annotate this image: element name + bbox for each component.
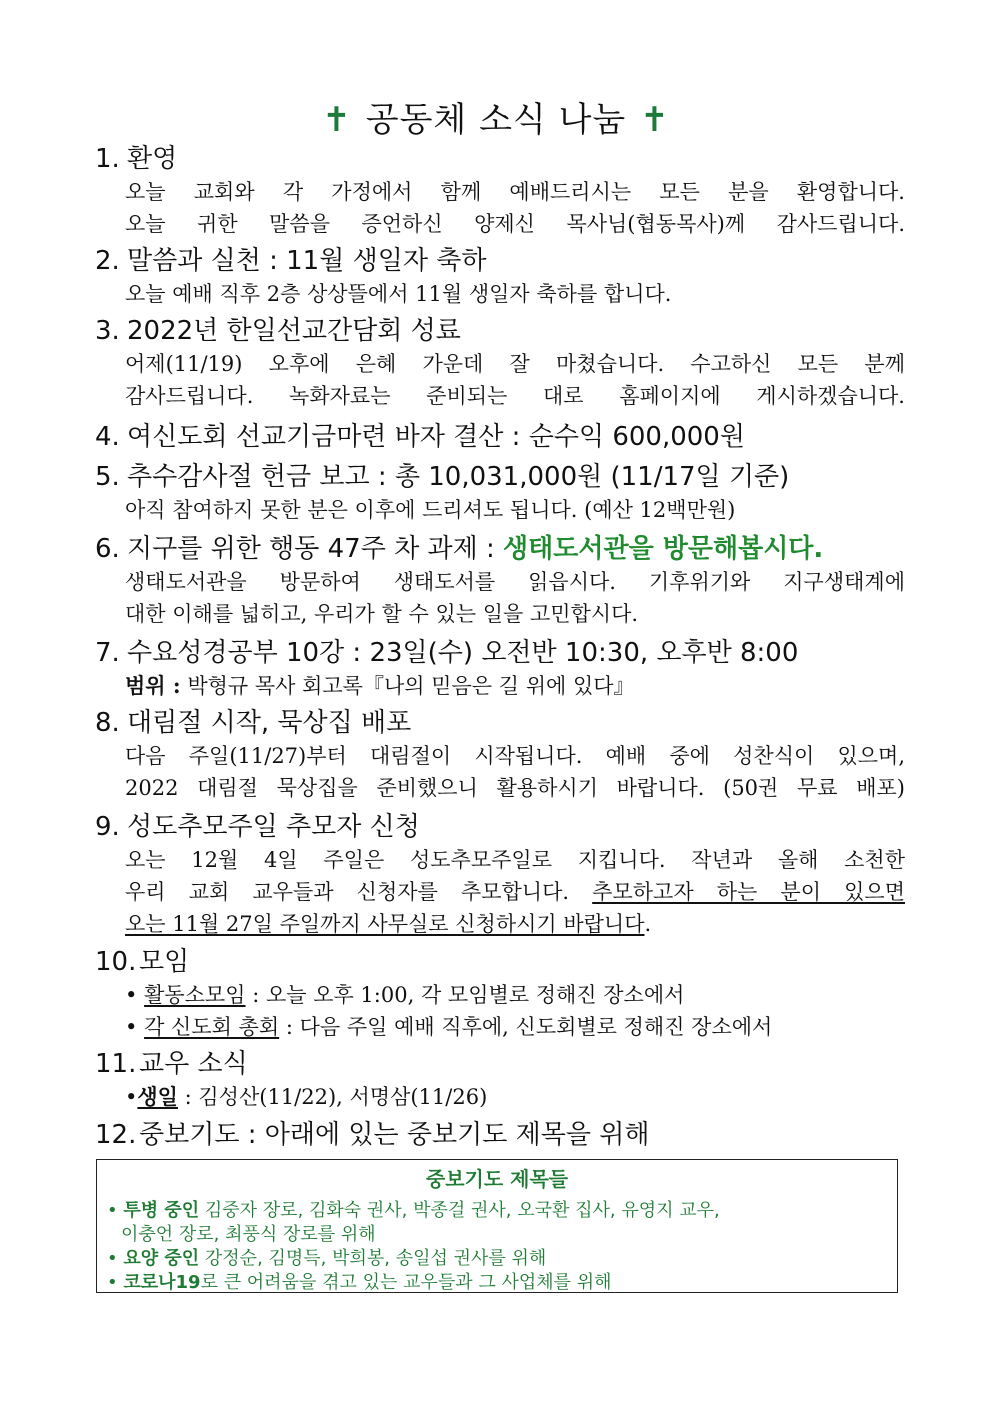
section-body (95, 1081, 905, 1113)
section-number: 3. (95, 316, 120, 346)
cross-icon: ✝ (322, 100, 352, 140)
section-heading (95, 244, 905, 278)
body-line (125, 876, 905, 908)
bullet: • (107, 1200, 118, 1221)
section-number: 8. (95, 708, 120, 738)
section-earth-action (95, 532, 905, 630)
prayer-item-continuation: 이충언 장로, 최풍식 장로를 위해 (121, 1224, 376, 1245)
cross-icon: ✝ (640, 100, 670, 140)
section-title: 환영 (127, 144, 178, 174)
body-text: 우리 교회 교우들과 신청자를 추모합니다. (125, 880, 593, 904)
section-heading (95, 1118, 905, 1152)
body-line: 오늘 교회와 각 가정에서 함께 예배드리시는 모든 분을 환영합니다. (125, 180, 905, 204)
item-label: 활동소모임 (144, 983, 246, 1007)
body-line: 생태도서관을 방문하여 생태도서를 읽읍시다. 기후위기와 지구생태계에 (125, 570, 905, 594)
section-heading (95, 810, 905, 844)
item-text: : 오늘 오후 1:00, 각 모임별로 정해진 장소에서 (245, 983, 685, 1007)
section-body (95, 670, 905, 702)
item-label: 생일 (137, 1084, 178, 1109)
prayer-item-label: 코로나19 (123, 1272, 201, 1293)
section-body (95, 844, 905, 940)
prayer-item (107, 1271, 887, 1295)
underlined-text: 오는 11월 27일 주일까지 사무실로 신청하시기 바랍니다 (125, 912, 645, 936)
bullet: • (125, 1085, 138, 1109)
bullet: • (107, 1248, 118, 1269)
body-line: 2022 대림절 묵상집을 준비했으니 활용하시기 바랍니다. (50권 무료 배포) (125, 776, 905, 800)
body-line (125, 912, 651, 936)
section-number: 4. (95, 422, 120, 452)
prayer-item (107, 1199, 887, 1223)
section-title: 말씀과 실천 : 11월 생일자 축하 (127, 246, 487, 276)
list-item (125, 1011, 905, 1043)
body-line: 오늘 예배 직후 2층 상상뜰에서 11월 생일자 축하를 합니다. (125, 282, 672, 306)
section-number: 12. (95, 1120, 137, 1150)
body-line: 어제(11/19) 오후에 은혜 가운데 잘 마쳤습니다. 수고하신 모든 분께 (125, 352, 905, 376)
section-body (95, 278, 905, 310)
body-line: 오는 12월 4일 주일은 성도추모주일로 지킵니다. 작년과 올해 소천한 (125, 848, 905, 872)
section-number: 11. (95, 1049, 137, 1079)
section-heading (95, 142, 905, 176)
section-title: 대림절 시작, 묵상집 배포 (127, 708, 412, 738)
section-meetings (95, 945, 905, 1043)
range-label: 범위 : (125, 673, 181, 698)
section-number: 1. (95, 144, 120, 174)
prayer-box (96, 1159, 898, 1293)
section-body (95, 348, 905, 412)
section-memorial (95, 810, 905, 940)
section-title: 모임 (139, 947, 190, 977)
section-heading (95, 314, 905, 348)
section-heading (95, 420, 905, 454)
section-body (95, 566, 905, 630)
section-title: 수요성경공부 10강 : 23일(수) 오전반 10:30, 오후반 8:00 (127, 638, 799, 668)
range-text: 박형규 목사 회고록『나의 믿음은 길 위에 있다』 (180, 674, 635, 698)
section-heading (95, 636, 905, 670)
section-title: 여신도회 선교기금마련 바자 결산 : 순수익 600,000원 (127, 422, 745, 452)
body-line: 대한 이해를 넓히고, 우리가 할 수 있는 일을 고민합시다. (125, 602, 639, 626)
section-number: 7. (95, 638, 120, 668)
section-number: 2. (95, 246, 120, 276)
body-line: 아직 참여하지 못한 분은 이후에 드리셔도 됩니다. (예산 12백만원) (125, 498, 736, 522)
section-body (95, 176, 905, 240)
section-number: 9. (95, 812, 120, 842)
section-mission-meeting (95, 314, 905, 412)
bullet: • (107, 1272, 118, 1293)
section-title: 교우 소식 (139, 1049, 248, 1079)
list-item (125, 979, 905, 1011)
item-text: : 김성산(11/22), 서명삼(11/26) (177, 1085, 488, 1109)
section-title: 지구를 위한 행동 47주 차 과제 : (127, 534, 503, 564)
prayer-box-title: 중보기도 제목들 (425, 1167, 569, 1191)
prayer-item-label: 요양 중인 (123, 1248, 200, 1269)
prayer-item-text: 김중자 장로, 김화숙 권사, 박종걸 권사, 오국환 집사, 유영지 교우, (199, 1200, 720, 1221)
section-highlight: 생태도서관을 방문해봅시다. (502, 534, 824, 564)
section-welcome (95, 142, 905, 240)
section-member-news (95, 1047, 905, 1113)
section-title: 2022년 한일선교간담회 성료 (127, 316, 461, 346)
section-thanksgiving (95, 460, 905, 526)
section-number: 6. (95, 534, 120, 564)
section-intercession (95, 1118, 905, 1152)
section-title: 중보기도 : 아래에 있는 중보기도 제목을 위해 (139, 1120, 650, 1150)
section-body (95, 494, 905, 526)
section-number: 5. (95, 462, 120, 492)
prayer-item (107, 1247, 887, 1271)
body-line: 오늘 귀한 말씀을 증언하신 양제신 목사님(협동목사)께 감사드립니다. (125, 212, 905, 236)
body-line: 감사드립니다. 녹화자료는 준비되는 대로 홈페이지에 게시하겠습니다. (125, 384, 905, 408)
prayer-box-body (97, 1193, 897, 1295)
bullet: • (125, 1015, 138, 1039)
prayer-item-text: 로 큰 어려움을 겪고 있는 교우들과 그 사업체를 위해 (200, 1272, 612, 1293)
section-heading (95, 532, 905, 566)
section-bible-study (95, 636, 905, 702)
section-heading (95, 1047, 905, 1081)
body-text: . (644, 912, 652, 936)
section-body (95, 979, 905, 1043)
section-heading (95, 706, 905, 740)
section-body (95, 740, 905, 804)
bullet: • (125, 983, 138, 1007)
section-title: 추수감사절 헌금 보고 : 총 10,031,000원 (11/17일 기준) (127, 462, 790, 492)
body-line: 다음 주일(11/27)부터 대림절이 시작됩니다. 예배 중에 성찬식이 있으며, (125, 744, 905, 768)
underlined-text: 추모하고자 하는 분이 있으면 (592, 880, 905, 904)
section-birthday (95, 244, 905, 310)
prayer-item-label: 투병 중인 (123, 1200, 200, 1221)
section-bazaar (95, 420, 905, 454)
section-heading (95, 945, 905, 979)
prayer-item-text: 강정순, 김명득, 박희봉, 송일섭 권사를 위해 (199, 1248, 547, 1269)
page-title (0, 92, 992, 141)
page-title-text: 공동체 소식 나눔 (365, 100, 627, 140)
section-number: 10. (95, 947, 137, 977)
section-title: 성도추모주일 추모자 신청 (127, 812, 420, 842)
item-label: 각 신도회 총회 (144, 1015, 280, 1039)
section-advent (95, 706, 905, 804)
section-heading (95, 460, 905, 494)
item-text: : 다음 주일 예배 직후에, 신도회별로 정해진 장소에서 (279, 1015, 773, 1039)
